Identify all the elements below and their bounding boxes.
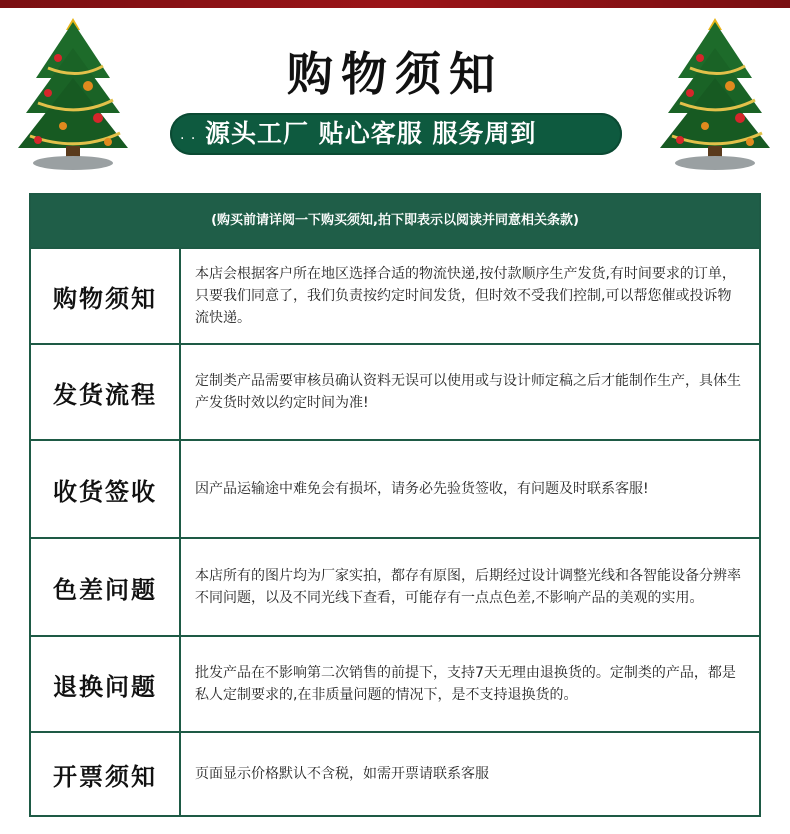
row-label: 收货签收 xyxy=(31,441,181,537)
table-row xyxy=(31,247,759,343)
row-label: 色差问题 xyxy=(31,539,181,635)
row-label: 开票须知 xyxy=(31,733,181,815)
notice-table xyxy=(29,193,761,817)
page-title: 购物须知 xyxy=(287,47,503,101)
row-text: 页面显示价格默认不含税，如需开票请联系客服 xyxy=(195,766,489,782)
slogan-text: 源头工厂 贴心客服 服务周到 xyxy=(205,119,537,148)
slogan-bullet-icon: . . xyxy=(180,127,197,143)
table-row xyxy=(31,343,759,439)
row-label: 退换问题 xyxy=(31,637,181,731)
row-label: 购物须知 xyxy=(31,249,181,343)
table-row xyxy=(31,731,759,815)
row-text: 本店所有的图片均为厂家实拍，都存有原图，后期经过设计调整光线和各智能设备分辨率不同问题，以及不同光线下查看，可能存有一点点色差,不影响产品的美观的实用。 xyxy=(195,568,741,606)
row-text: 本店会根据客户所在地区选择合适的物流快递,按付款顺序生产发货,有时间要求的订单，只要我们同意了，我们负责按约定时间发货，但时效不受我们控制,可以帮您催或投诉物流快递。 xyxy=(195,266,736,326)
row-label: 发货流程 xyxy=(31,345,181,439)
row-text: 定制类产品需要审核员确认资料无误可以使用或与设计师定稿之后才能制作生产，具体生产发货时效以约定时间为准! xyxy=(195,373,741,411)
row-text: 因产品运输途中难免会有损坏，请务必先验货签收，有问题及时联系客服! xyxy=(195,481,649,497)
table-row xyxy=(31,537,759,635)
table-caption: (购买前请详阅一下购买须知,拍下即表示以阅读并同意相关条款) xyxy=(31,195,759,247)
table-row xyxy=(31,635,759,731)
row-text: 批发产品在不影响第二次销售的前提下，支持7天无理由退换货的。定制类的产品，都是私人定制要求的,在非质量问题的情况下，是不支持退换货的。 xyxy=(195,665,736,703)
table-row xyxy=(31,439,759,537)
top-decor-band xyxy=(0,0,790,8)
